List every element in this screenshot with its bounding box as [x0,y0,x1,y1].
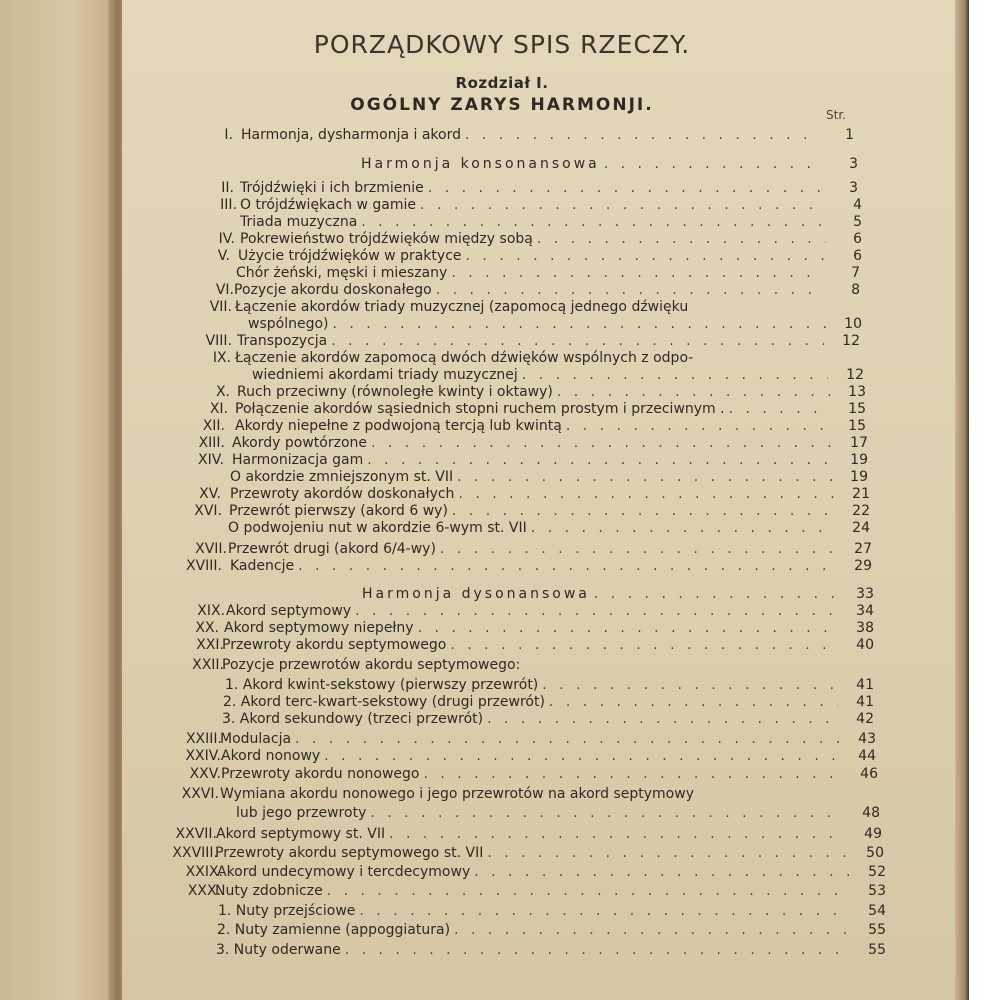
toc-page-number: 12 [842,333,860,349]
toc-entry [122,452,958,469]
dot-leader [327,333,824,350]
page-edge-right [955,0,969,1000]
page-title: PORZĄDKOWY SPIS RZECZY. [313,30,691,59]
toc-entry [122,620,958,637]
toc-page-number: 4 [853,197,862,213]
page-column-header: Str. [826,108,846,122]
dot-leader [538,677,838,694]
toc-entry-title: Pozycje przewrotów akordu septymowego: [222,657,521,673]
toc-entry-number: I. [224,127,233,143]
toc-page-number: 10 [844,316,862,332]
chapter-heading: Rozdział I. [455,74,549,92]
toc-entry [122,657,958,674]
toc-page-number: 6 [853,248,862,264]
toc-entry-title: wiedniemi akordami triady muzycznej [252,367,518,383]
toc-entry [122,282,958,299]
toc-entry-title: Kadencje [230,558,295,574]
toc-entry-number: X. [215,384,230,400]
toc-entry [122,805,958,822]
dot-leader [329,316,827,333]
dot-leader [590,586,838,603]
toc-entry [122,418,958,435]
toc-section-row [122,156,958,173]
dot-leader [453,469,832,486]
toc-entry [122,677,958,694]
toc-entry [122,558,958,575]
toc-entry-title: Harmonja, dysharmonja i akord [241,127,461,143]
toc-entry-title: Łączenie akordów zapomocą dwóch dźwięków wspólnych z odpo- [235,350,694,366]
toc-entry [122,637,958,654]
toc-entry-title: Akord septymowy [226,603,352,619]
toc-entry [122,520,958,537]
toc-entry-title: 2. Akord terc-kwart-sekstowy (drugi przewrót) [223,694,545,710]
dot-leader [294,558,836,575]
toc-entry-title: Triada muzyczna [240,214,358,230]
toc-page-number: 55 [868,942,886,958]
dot-leader [341,942,850,959]
dot-leader [545,694,838,711]
dot-leader [414,620,838,637]
toc-entry [122,845,958,862]
dot-leader [291,731,840,748]
toc-entry-number: XXV. [189,766,221,782]
toc-entry-number: XVI. [194,503,222,519]
dot-leader [432,282,824,299]
dot-leader [553,384,830,401]
toc-page-number: 41 [856,677,874,693]
toc-entry-title: Chór żeński, męski i mieszany [236,265,448,281]
toc-entry [122,214,958,231]
dot-leader [355,903,850,920]
dot-leader [366,805,844,822]
toc-entry-number: XXVI. [181,786,219,802]
toc-page-number: 3 [849,180,858,196]
toc-entry-title: Modulacja [220,731,292,747]
toc-page-number: 46 [860,766,878,782]
toc-entry-number: IX. [212,350,231,366]
toc-entry [122,469,958,486]
toc-page-number: 3 [849,156,858,172]
dot-leader [357,214,826,231]
toc-entry [122,333,958,350]
dot-leader [454,486,834,503]
dot-leader [424,180,822,197]
toc-page-number: 24 [852,520,870,536]
toc-entry [122,541,958,558]
dot-leader [450,922,850,939]
dot-leader [483,711,838,728]
toc-entry-number: V. [217,248,230,264]
dot-leader [533,231,826,248]
toc-entry-title: wspólnego) [248,316,329,332]
dot-leader [461,127,818,144]
dot-leader [470,864,850,881]
toc-entry-title: Przewroty akordu nonowego [221,766,420,782]
toc-page-number: 17 [850,435,868,451]
toc-entry-title: O podwojeniu nut w akordzie 6-wym st. VII [228,520,527,536]
dot-leader [363,452,832,469]
toc-entry-number: XXVIII. [172,845,218,861]
toc-entry-title: Pozycje akordu doskonałego [234,282,432,298]
toc-entry [122,826,958,843]
toc-entry-title: Akord septymowy st. VII [216,826,386,842]
toc-entry-title: Połączenie akordów sąsiednich stopni ruchem prostym i przeciwnym . [235,401,725,417]
dot-leader [462,248,826,265]
toc-page-number: 15 [848,418,866,434]
toc-entry-title: O akordzie zmniejszonym st. VII [230,469,454,485]
toc-page-number: 50 [866,845,884,861]
toc-entry-title: Akord septymowy niepełny [224,620,414,636]
toc-entry [122,748,958,765]
toc-page-number: 55 [868,922,886,938]
toc-entry [122,731,958,748]
toc-page-number: 27 [854,541,872,557]
book-page [122,0,958,1000]
toc-entry [122,603,958,620]
toc-page-number: 41 [856,694,874,710]
toc-page-number: 49 [864,826,882,842]
dot-leader [483,845,848,862]
toc-entry [122,486,958,503]
toc-entry [122,883,958,900]
dot-leader [447,265,824,282]
toc-entry-number: II. [221,180,234,196]
toc-entry [122,922,958,939]
section-heading: Harmonja dysonansowa [362,586,590,602]
toc-page-number: 5 [853,214,862,230]
toc-entry-number: XVIII. [185,558,222,574]
toc-entry [122,350,958,367]
toc-entry-title: Przewroty akordu septymowego [222,637,447,653]
toc-page-number: 7 [851,265,860,281]
toc-entry-title: O trójdźwiękach w gamie [240,197,417,213]
toc-entry-title: Ruch przeciwny (równoległe kwinty i oktawy) [237,384,553,400]
toc-entry [122,711,958,728]
toc-entry-number: XV. [199,486,221,502]
toc-entry-title: 1. Nuty przejściowe [218,903,356,919]
toc-entry-number: XXIX. [185,864,223,880]
toc-entry [122,401,958,418]
toc-entry [122,265,958,282]
toc-entry-title: Harmonizacja gam [232,452,364,468]
dot-leader [725,401,830,418]
toc-entry-number: XVII. [195,541,227,557]
toc-entry [122,367,958,384]
dot-leader [320,748,840,765]
toc-entry-number: VII. [209,299,232,315]
toc-entry-number: XXIV. [185,748,221,764]
toc-entry-number: XIII. [198,435,225,451]
toc-entry-title: Transpozycja [237,333,328,349]
toc-entry-title: 3. Akord sekundowy (trzeci przewrót) [222,711,484,727]
toc-entry-number: XII. [202,418,225,434]
toc-entry-title: Trójdźwięki i ich brzmienie [240,180,424,196]
toc-entry [122,864,958,881]
toc-entry [122,384,958,401]
toc-page-number: 21 [852,486,870,502]
toc-entry [122,127,958,144]
toc-page-number: 8 [851,282,860,298]
toc-entry-number: XXIII. [185,731,222,747]
toc-entry-number: XXI. [196,637,224,653]
dot-leader [448,503,834,520]
section-heading: Harmonja konsonansowa [361,156,600,172]
dot-leader [351,603,838,620]
toc-entry [122,435,958,452]
toc-page-number: 54 [868,903,886,919]
dot-leader [419,766,842,783]
toc-entry [122,503,958,520]
table-of-contents [122,0,958,1000]
toc-section-row [122,586,958,603]
dot-leader [367,435,832,452]
toc-page-number: 53 [868,883,886,899]
toc-entry-number: XXX. [187,883,221,899]
toc-entry-number: XXII. [192,657,224,673]
toc-entry-number: XI. [209,401,228,417]
toc-page-number: 19 [850,452,868,468]
toc-entry-number: XIV. [198,452,224,468]
toc-page-number: 22 [852,503,870,519]
toc-page-number: 42 [856,711,874,727]
toc-entry [122,231,958,248]
toc-entry-title: Wymiana akordu nonowego i jego przewrotów na akord septymowy [220,786,694,802]
toc-page-number: 43 [858,731,876,747]
toc-page-number: 33 [856,586,874,602]
toc-entry-title: Łączenie akordów triady muzycznej (zapomocą jednego dźwięku [235,299,689,315]
toc-entry [122,786,958,803]
dot-leader [562,418,830,435]
left-page-edge [0,0,120,1000]
toc-entry-number: VIII. [205,333,232,349]
dot-leader [323,883,850,900]
toc-page-number: 12 [846,367,864,383]
toc-page-number: 48 [862,805,880,821]
dot-leader [436,541,836,558]
toc-page-number: 38 [856,620,874,636]
toc-entry-title: Przewroty akordów doskonałych [230,486,455,502]
dot-leader [416,197,826,214]
toc-entry-number: IV. [218,231,235,247]
toc-entry-title: 1. Akord kwint-sekstowy (pierwszy przewrót) [225,677,539,693]
toc-entry-title: Nuty zdobnicze [215,883,323,899]
toc-entry [122,694,958,711]
toc-entry [122,903,958,920]
toc-page-number: 1 [845,127,854,143]
toc-page-number: 6 [853,231,862,247]
toc-page-number: 15 [848,401,866,417]
toc-entry-title: Akordy powtórzone [232,435,367,451]
toc-entry-title: Przewrót drugi (akord 6/4-wy) [228,541,436,557]
toc-entry-title: Akord undecymowy i tercdecymowy [217,864,471,880]
toc-entry [122,316,958,333]
toc-entry-number: XX. [195,620,219,636]
toc-entry-title: lub jego przewroty [236,805,367,821]
dot-leader [385,826,846,843]
toc-entry [122,299,958,316]
toc-page-number: 34 [856,603,874,619]
toc-entry [122,180,958,197]
dot-leader [527,520,834,537]
toc-entry-title: Akordy niepełne z podwojoną tercją lub kwintą [235,418,562,434]
toc-entry-title: Użycie trójdźwięków w praktyce [238,248,462,264]
toc-entry-number: III. [220,197,237,213]
toc-page-number: 13 [848,384,866,400]
toc-entry [122,197,958,214]
toc-entry [122,766,958,783]
dot-leader [518,367,828,384]
toc-entry-title: Akord nonowy [221,748,321,764]
toc-entry-title: Przewrót pierwszy (akord 6 wy) [229,503,448,519]
toc-entry-title: Przewroty akordu septymowego st. VII [215,845,484,861]
toc-page-number: 29 [854,558,872,574]
toc-page-number: 44 [858,748,876,764]
toc-entry-number: XIX. [197,603,225,619]
dot-leader [600,156,822,173]
toc-entry-number: XXVII. [175,826,217,842]
toc-entry-number: VI. [215,282,234,298]
chapter-subtitle: OGÓLNY ZARYS HARMONJI. [350,95,654,115]
toc-entry-title: Pokrewieństwo trójdźwięków między sobą [240,231,533,247]
toc-page-number: 19 [850,469,868,485]
toc-page-number: 40 [856,637,874,653]
toc-entry-title: 3. Nuty oderwane [216,942,341,958]
toc-entry [122,248,958,265]
dot-leader [446,637,838,654]
toc-entry [122,942,958,959]
toc-entry-title: 2. Nuty zamienne (appoggiatura) [217,922,451,938]
toc-page-number: 52 [868,864,886,880]
